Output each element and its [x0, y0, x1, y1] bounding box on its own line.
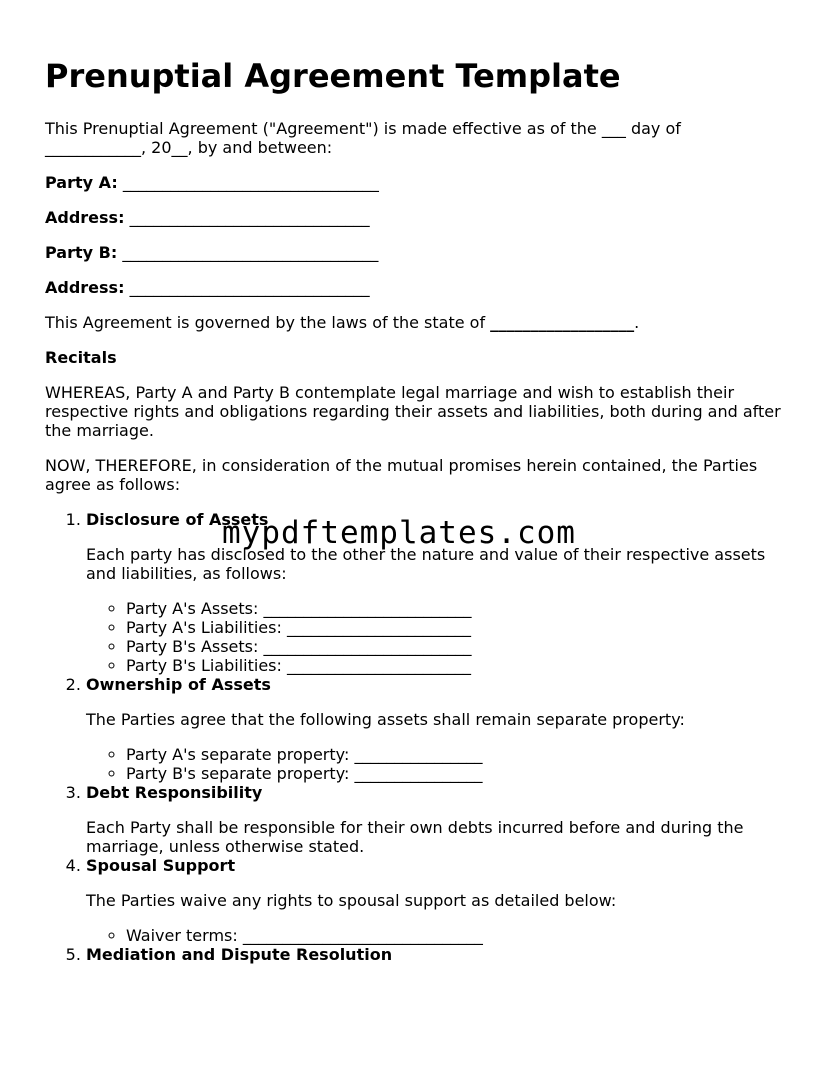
document-page [45, 52, 785, 964]
section-sublist [86, 926, 785, 945]
whereas-paragraph: WHEREAS, Party A and Party B contemplate legal marriage and wish to establish their respective rights and obligations regarding their assets and liabilities, both during and after the marriage. [45, 383, 781, 440]
party-a-address-field [45, 208, 785, 227]
list-item: ◦ Waiver terms: ______________________________ [126, 926, 785, 945]
section-item [86, 856, 785, 945]
section-body: Each party has disclosed to the other the nature and value of their respective assets and liabilities, as follows: [86, 545, 766, 583]
section-title: 3. Debt Responsibility [86, 783, 263, 802]
section-item [86, 675, 785, 783]
section-body: The Parties waive any rights to spousal support as detailed below: [86, 891, 617, 910]
section-body: Each Party shall be responsible for their own debts incurred before and during the marriage, unless otherwise stated. [86, 818, 744, 856]
section-item [86, 945, 785, 964]
intro-paragraph: This Prenuptial Agreement ("Agreement") is made effective as of the ___ day of ____________, 20__, by and between: [45, 119, 681, 157]
party-b-field [45, 243, 785, 262]
list-item: ◦ Party A's Assets: __________________________ [126, 599, 785, 618]
section-title: 1. Disclosure of Assets [86, 510, 269, 529]
list-item: ◦ Party B's separate property: ________________ [126, 764, 785, 783]
party-a-field [45, 173, 785, 192]
party-b-address-field [45, 278, 785, 297]
party-a-blank: ________________________________ [122, 173, 379, 192]
section-item [86, 783, 785, 856]
governing-law-blank: __________________ [490, 313, 635, 332]
section-sublist [86, 599, 785, 675]
party-b-label: Party B: [45, 243, 118, 262]
party-a-label: Party A: [45, 173, 118, 192]
list-item: ◦ Party A's Liabilities: _______________________ [126, 618, 785, 637]
section-sublist [86, 745, 785, 783]
list-item: ◦ Party A's separate property: ________________ [126, 745, 785, 764]
list-item: ◦ Party B's Assets: __________________________ [126, 637, 785, 656]
party-a-address-blank: ______________________________ [129, 208, 370, 227]
governing-law-paragraph [45, 313, 785, 332]
party-b-blank: ________________________________ [122, 243, 379, 262]
now-therefore-paragraph: NOW, THEREFORE, in consideration of the mutual promises herein contained, the Parties agree as follows: [45, 456, 758, 494]
list-item: ◦ Party B's Liabilities: _______________________ [126, 656, 785, 675]
party-b-address-blank: ______________________________ [129, 278, 370, 297]
document-title: Prenuptial Agreement Template [45, 57, 621, 95]
recitals-heading: Recitals [45, 348, 117, 367]
party-a-address-label: Address: [45, 208, 125, 227]
party-b-address-label: Address: [45, 278, 125, 297]
section-title: 4. Spousal Support [86, 856, 236, 875]
section-body: The Parties agree that the following assets shall remain separate property: [86, 710, 685, 729]
sections-list [45, 510, 785, 964]
section-title: 2. Ownership of Assets [86, 675, 271, 694]
section-title: 5. Mediation and Dispute Resolution [86, 945, 393, 964]
governing-law-end: . [634, 313, 640, 332]
governing-law-text: This Agreement is governed by the laws of the state of [45, 313, 491, 332]
watermark-text: mypdftemplates.com [222, 515, 576, 551]
